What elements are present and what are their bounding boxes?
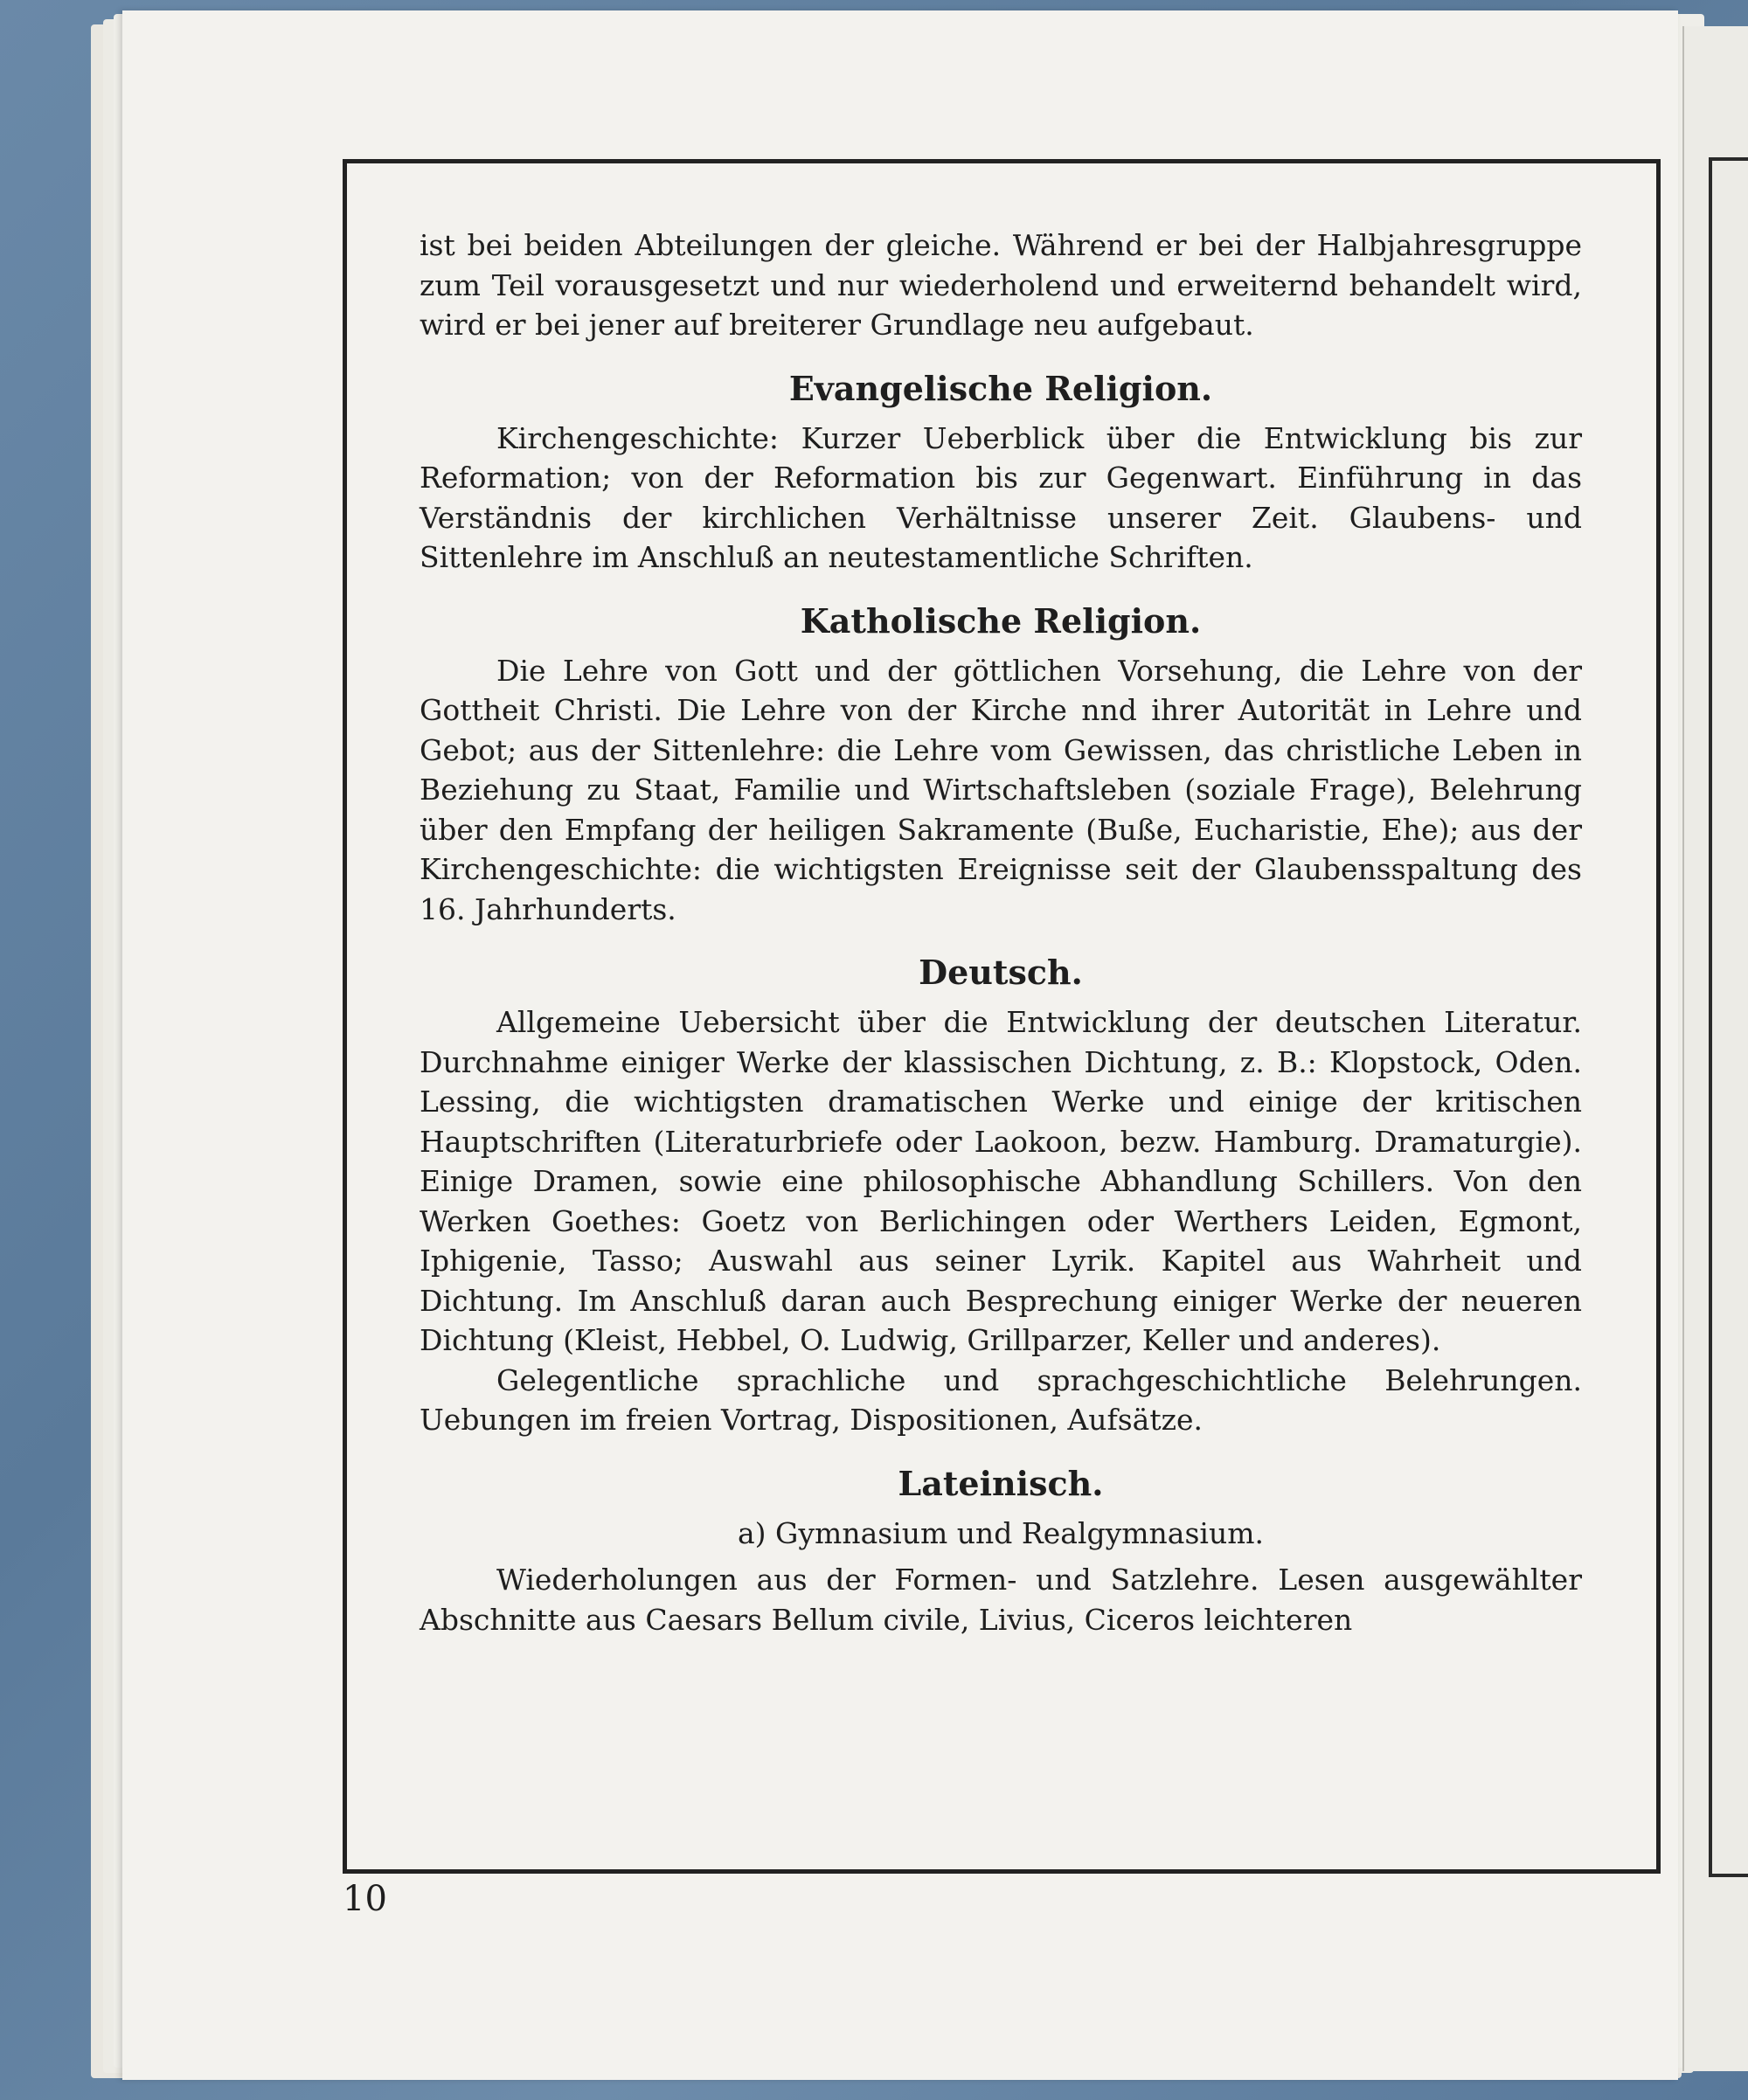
section-heading-deutsch: Deutsch. xyxy=(919,953,1083,992)
section-paragraph: Gelegentliche sprachliche und sprachgeschichtliche Belehrungen. Uebungen im freien Vortrag, Dispositionen, Aufsätze. xyxy=(420,1362,1582,1437)
section-subheading: a) Gymnasium und Realgymnasium. xyxy=(737,1515,1265,1550)
section-paragraph: Allgemeine Uebersicht über die Entwicklung der deutschen Literatur. Durchnahme einiger Werke der klassischen Dichtung, z. B.: Klopstock, Oden. Lessing, die wichtigsten dramatischen Werke und einige der kritischen Hauptschriften (Literaturbriefe oder Laokoon, bezw. Hamburg. Dramaturgie). Einige Dramen, sowie eine philosophische Abhandlung Schillers. Von den Werken Goethes: Goetz von Berlichingen oder Werthers Leiden, Egmont, Iphigenie, Tasso; Auswahl aus seiner Lyrik. Kapitel aus Wahrheit und Dichtung. Im Anschluß daran auch Besprechung einiger Werke der neueren Dichtung (Kleist, Hebbel, O. Ludwig, Grillparzer, Keller und anderes). xyxy=(420,1005,1582,1357)
section-heading-lateinisch: Lateinisch. xyxy=(898,1463,1104,1503)
section-paragraph: Kirchengeschichte: Kurzer Ueberblick über die Entwicklung bis zur Reformation; von der Reformation bis zur Gegenwart. Einführung in das Verständnis der kirchlichen Verhältnisse unserer Zeit. Glaubens- und Sittenlehre im Anschluß an neutestamentliche Schriften. xyxy=(420,420,1582,574)
section-heading-evangelische-religion: Evangelische Religion. xyxy=(788,368,1213,408)
page-text xyxy=(420,225,1582,1639)
section-paragraph: Wiederholungen aus der Formen- und Satzlehre. Lesen ausgewählter Abschnitte aus Caesars Bellum civile, Livius, Ciceros leichteren xyxy=(420,1563,1582,1637)
page-number: 10 xyxy=(343,1879,387,1919)
intro-paragraph: ist bei beiden Abteilungen der gleiche. Während er bei der Halbjahresgruppe zum Teil vorausgesetzt und nur wiederholend und erweiternd behandelt wird, wird er bei jener auf breiterer Grundlage neu aufgebaut. xyxy=(420,228,1582,342)
facing-page-frame xyxy=(1709,157,1748,1877)
section-heading-katholische-religion: Katholische Religion. xyxy=(800,600,1202,641)
section-paragraph: Die Lehre von Gott und der göttlichen Vorsehung, die Lehre von der Gottheit Christi. Die Lehre von der Kirche nnd ihrer Autorität in Lehre und Gebot; aus der Sittenlehre: die Lehre vom Gewissen, das christliche Leben in Beziehung zu Staat, Familie und Wirtschaftsleben (soziale Frage), Belehrung über den Empfang der heiligen Sakramente (Buße, Eucharistie, Ehe); aus der Kirchengeschichte: die wichtigsten Ereignisse seit der Glaubensspaltung des 16. Jahrhunderts. xyxy=(420,653,1582,926)
